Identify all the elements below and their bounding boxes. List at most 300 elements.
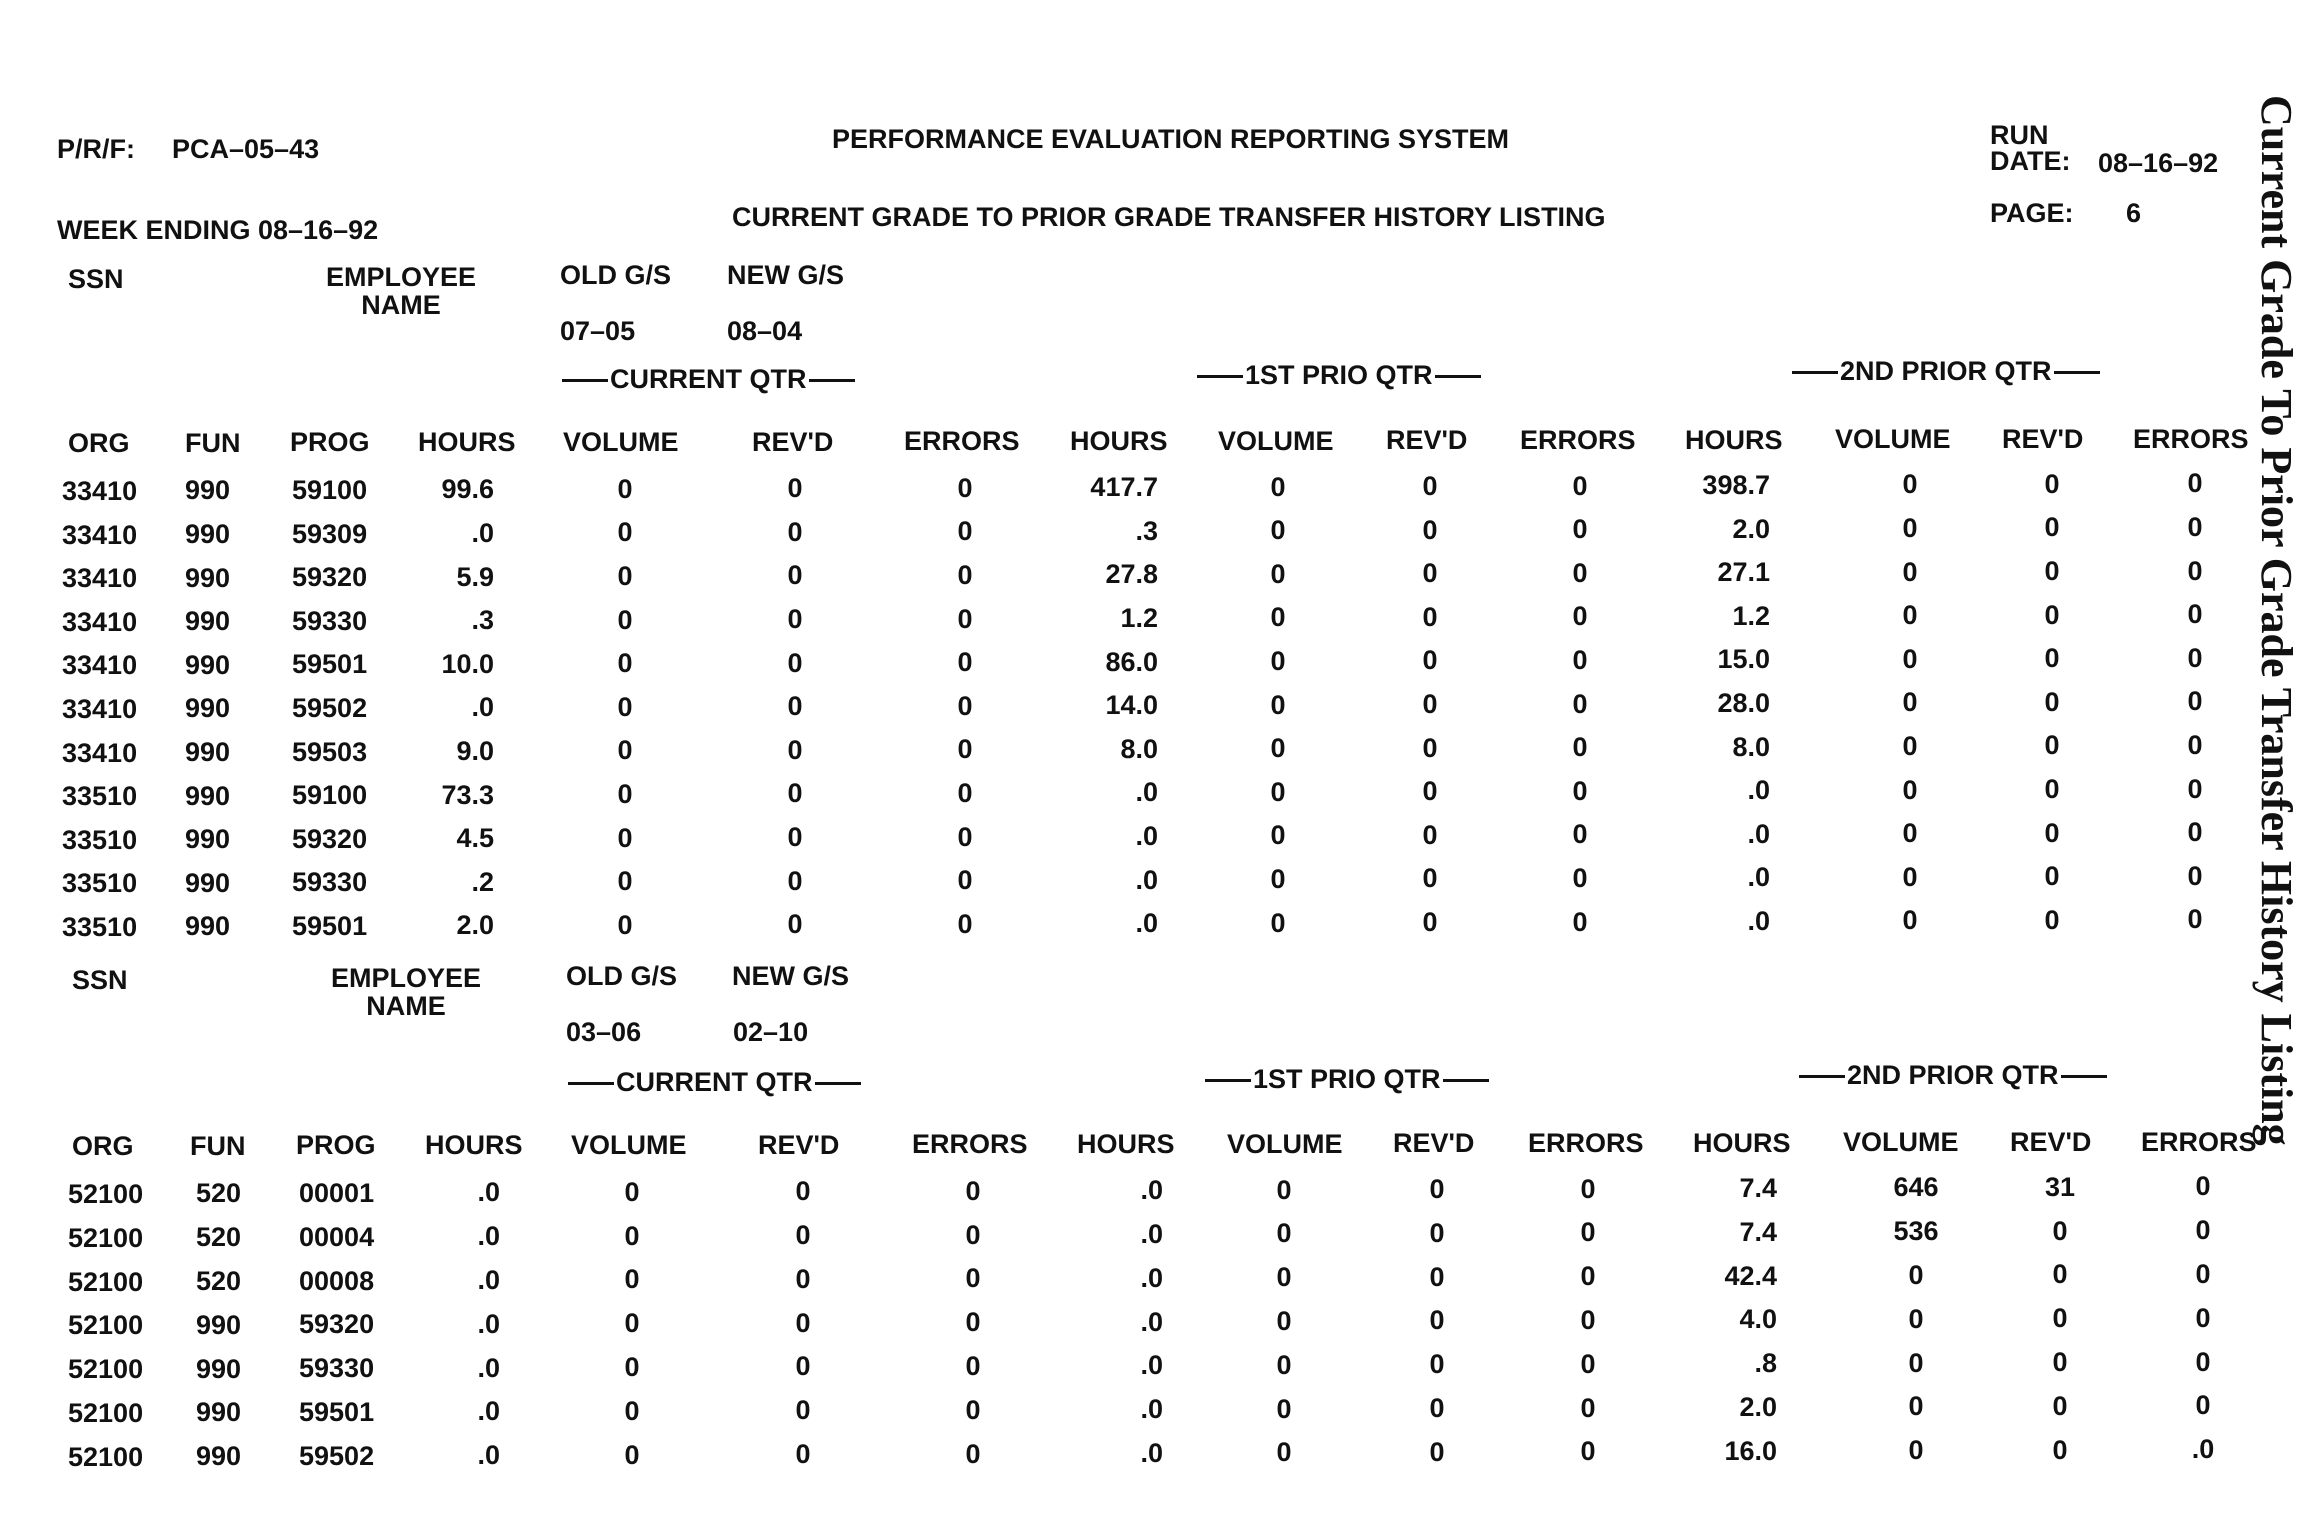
cell-p2-revd: 0 xyxy=(2044,774,2060,805)
cell-p1-hours: 1.2 xyxy=(1120,602,1158,633)
cell-p1-errors: 0 xyxy=(1580,1173,1596,1204)
cell-cur-volume: 0 xyxy=(617,909,633,940)
second-prior-qtr-text: 2ND PRIOR QTR xyxy=(1847,1060,2059,1090)
new-gs-label: NEW G/S xyxy=(727,260,845,290)
cell-p2-revd: 0 xyxy=(2052,1347,2068,1378)
cell-cur-revd: 0 xyxy=(787,865,803,896)
cell-org: 52100 xyxy=(68,1398,144,1428)
cell-p2-revd: 0 xyxy=(2052,1259,2068,1290)
cell-p1-volume: 0 xyxy=(1270,733,1286,764)
cell-p1-volume: 0 xyxy=(1270,646,1286,676)
cell-p1-revd: 0 xyxy=(1422,514,1438,545)
cell-cur-revd: 0 xyxy=(787,822,803,853)
cell-cur-errors: 0 xyxy=(965,1263,981,1294)
cell-p1-hours: 417.7 xyxy=(1090,472,1158,503)
cell-p2-volume: 0 xyxy=(1902,469,1918,500)
cell-p2-hours: 7.4 xyxy=(1739,1216,1777,1247)
cell-cur-hours: .3 xyxy=(471,605,494,636)
cell-p2-revd: 0 xyxy=(2044,861,2060,892)
cell-p2-hours: .0 xyxy=(1747,905,1770,936)
cell-p2-volume: 0 xyxy=(1902,600,1918,631)
cell-p2-hours: 27.1 xyxy=(1717,557,1770,588)
cell-p1-volume: 0 xyxy=(1276,1174,1292,1205)
cell-cur-revd: 0 xyxy=(795,1263,811,1294)
cell-p2-volume: 0 xyxy=(1902,556,1918,587)
cell-p1-volume: 0 xyxy=(1270,820,1286,851)
cell-p2-errors: 0 xyxy=(2187,599,2203,630)
cell-p1-volume: 0 xyxy=(1276,1262,1292,1293)
cell-org: 33410 xyxy=(62,606,138,637)
cell-p1-revd: 0 xyxy=(1429,1349,1445,1380)
cell-p1-hours: .0 xyxy=(1135,864,1158,895)
cell-p1-errors: 0 xyxy=(1572,732,1588,763)
cell-p2-volume: 0 xyxy=(1902,513,1918,543)
cell-org: 33410 xyxy=(62,694,138,724)
col-header-p2-hours: HOURS xyxy=(1685,424,1783,455)
cell-p1-errors: 0 xyxy=(1572,906,1588,937)
report-subtitle: CURRENT GRADE TO PRIOR GRADE TRANSFER HISTORY LISTING xyxy=(732,202,1606,232)
cell-p1-hours: .0 xyxy=(1135,820,1158,851)
cell-cur-volume: 0 xyxy=(617,691,633,722)
cell-p1-volume: 0 xyxy=(1270,864,1286,894)
cell-prog: 59100 xyxy=(292,780,368,811)
col-header-fun: FUN xyxy=(190,1130,246,1161)
cell-cur-revd: 0 xyxy=(787,909,803,940)
current-qtr-text: CURRENT QTR xyxy=(610,364,807,394)
cell-cur-errors: 0 xyxy=(965,1350,981,1381)
cell-p2-errors: 0 xyxy=(2195,1258,2211,1289)
cell-p2-volume: 0 xyxy=(1908,1260,1924,1290)
cell-p1-volume: 0 xyxy=(1270,558,1286,589)
cell-p1-revd: 0 xyxy=(1429,1305,1445,1336)
old-gs-value: 03–06 xyxy=(566,1017,642,1047)
cell-prog: 59320 xyxy=(299,1309,375,1340)
cell-p1-revd: 0 xyxy=(1422,471,1438,502)
cell-p1-revd: 0 xyxy=(1422,863,1438,894)
cell-p2-errors: 0 xyxy=(2195,1346,2211,1377)
cell-p2-errors: 0 xyxy=(2187,817,2203,848)
cell-p2-hours: 4.0 xyxy=(1739,1304,1777,1335)
col-header-p1-errors: ERRORS xyxy=(1520,425,1636,455)
cell-p1-revd: 0 xyxy=(1429,1217,1445,1248)
cell-prog: 59330 xyxy=(299,1353,375,1384)
col-header-p2-errors: ERRORS xyxy=(2141,1126,2257,1157)
cell-cur-volume: 0 xyxy=(624,1220,640,1251)
cell-cur-errors: 0 xyxy=(957,516,973,547)
cell-fun: 990 xyxy=(185,911,231,942)
cell-p2-revd: 0 xyxy=(2044,643,2060,674)
cell-p1-errors: 0 xyxy=(1580,1436,1596,1467)
current-qtr-label xyxy=(566,1069,863,1096)
new-gs-label: NEW G/S xyxy=(732,961,850,991)
cell-p1-hours: .0 xyxy=(1135,777,1158,808)
cell-p1-revd: 0 xyxy=(1422,776,1438,807)
old-gs-value: 07–05 xyxy=(560,316,636,346)
cell-fun: 990 xyxy=(196,1441,242,1472)
cell-p1-volume: 0 xyxy=(1270,689,1286,720)
cell-p2-revd: 0 xyxy=(2044,556,2060,587)
cell-p2-volume: 0 xyxy=(1902,643,1918,674)
run-date-value: 08–16–92 xyxy=(2098,148,2219,178)
cell-cur-revd: 0 xyxy=(795,1395,811,1426)
cell-p2-hours: 2.0 xyxy=(1739,1391,1777,1422)
cell-cur-revd: 0 xyxy=(787,778,803,809)
cell-org: 33410 xyxy=(62,563,138,594)
cell-fun: 990 xyxy=(185,693,231,724)
cell-cur-hours: .0 xyxy=(477,1440,500,1471)
cell-org: 33510 xyxy=(62,781,138,812)
cell-p1-volume: 0 xyxy=(1276,1349,1292,1380)
cell-cur-volume: 0 xyxy=(624,1264,640,1295)
cell-cur-volume: 0 xyxy=(624,1352,640,1382)
cell-cur-errors: 0 xyxy=(957,734,973,765)
cell-fun: 520 xyxy=(196,1266,242,1297)
date-label: DATE: xyxy=(1990,146,2071,176)
col-header-p1-hours: HOURS xyxy=(1077,1128,1175,1159)
cell-p2-errors: 0 xyxy=(2187,773,2203,804)
employee-label: EMPLOYEE xyxy=(330,963,482,993)
col-header-p2-errors: ERRORS xyxy=(2133,423,2249,454)
cell-cur-volume: 0 xyxy=(617,517,633,548)
cell-cur-errors: 0 xyxy=(957,690,973,721)
col-header-p2-volume: VOLUME xyxy=(1843,1127,1959,1158)
cell-p1-revd: 0 xyxy=(1422,645,1438,676)
name-label: NAME xyxy=(366,991,446,1021)
cell-cur-errors: 0 xyxy=(957,821,973,852)
cell-prog: 00008 xyxy=(299,1265,375,1296)
cell-cur-errors: 0 xyxy=(957,647,973,678)
col-header-org: ORG xyxy=(72,1131,134,1161)
first-prior-qtr-label xyxy=(1203,1066,1491,1093)
second-prior-qtr-label xyxy=(1797,1062,2109,1089)
col-header-cur-hours: HOURS xyxy=(418,427,516,458)
col-header-cur-errors: ERRORS xyxy=(912,1129,1028,1160)
week-ending: WEEK ENDING 08–16–92 xyxy=(57,215,379,245)
cell-cur-hours: .0 xyxy=(477,1177,500,1208)
cell-p1-volume: 0 xyxy=(1270,602,1286,633)
cell-p1-hours: .0 xyxy=(1140,1262,1163,1293)
cell-cur-revd: 0 xyxy=(795,1439,811,1470)
cell-cur-hours: .0 xyxy=(477,1221,500,1252)
cell-p2-hours: 398.7 xyxy=(1702,469,1770,500)
cell-cur-errors: 0 xyxy=(957,908,973,939)
cell-p2-errors: 0 xyxy=(2195,1302,2211,1333)
cell-cur-revd: 0 xyxy=(787,691,803,722)
cell-p1-hours: .0 xyxy=(1140,1350,1163,1381)
cell-cur-errors: 0 xyxy=(965,1438,981,1469)
cell-prog: 59100 xyxy=(292,474,368,505)
cell-prog: 59320 xyxy=(292,823,368,854)
first-prior-qtr-label xyxy=(1195,362,1483,389)
cell-cur-hours: .0 xyxy=(477,1308,500,1339)
cell-fun: 990 xyxy=(185,519,231,550)
cell-cur-volume: 0 xyxy=(617,735,633,766)
cell-p1-volume: 0 xyxy=(1270,515,1286,546)
cell-p1-errors: 0 xyxy=(1580,1304,1596,1335)
cell-p1-volume: 0 xyxy=(1270,471,1286,502)
old-gs-label: OLD G/S xyxy=(566,961,678,991)
second-prior-qtr-text: 2ND PRIOR QTR xyxy=(1840,356,2052,386)
cell-p1-revd: 0 xyxy=(1429,1261,1445,1292)
cell-p1-hours: 8.0 xyxy=(1120,733,1158,764)
new-gs-value: 08–04 xyxy=(727,316,803,346)
col-header-cur-hours: HOURS xyxy=(425,1130,523,1161)
cell-p1-errors: 0 xyxy=(1580,1217,1596,1248)
first-prior-qtr-text: 1ST PRIO QTR xyxy=(1253,1064,1441,1094)
col-header-prog: PROG xyxy=(290,427,370,458)
cell-p2-revd: 0 xyxy=(2044,730,2060,761)
cell-p2-errors: 0 xyxy=(2195,1171,2211,1202)
col-header-cur-volume: VOLUME xyxy=(571,1129,687,1160)
cell-p2-hours: 2.0 xyxy=(1732,513,1770,544)
col-header-cur-volume: VOLUME xyxy=(563,426,679,457)
cell-p1-errors: 0 xyxy=(1572,601,1588,632)
cell-cur-hours: 73.3 xyxy=(441,779,494,810)
col-header-org: ORG xyxy=(68,428,130,458)
run-label: RUN xyxy=(1990,120,2049,150)
cell-cur-errors: 0 xyxy=(965,1175,981,1206)
cell-prog: 59330 xyxy=(292,867,368,898)
cell-prog: 59309 xyxy=(292,518,368,549)
cell-cur-volume: 0 xyxy=(617,473,633,504)
current-qtr-text: CURRENT QTR xyxy=(616,1067,813,1097)
cell-cur-revd: 0 xyxy=(795,1351,811,1382)
cell-p2-revd: 0 xyxy=(2052,1215,2068,1246)
cell-cur-volume: 0 xyxy=(617,822,633,853)
cell-p2-hours: .0 xyxy=(1747,862,1770,893)
cell-p1-errors: 0 xyxy=(1580,1348,1596,1379)
cell-cur-hours: .0 xyxy=(477,1396,500,1427)
cell-prog: 59502 xyxy=(292,692,368,723)
cell-p2-hours: 42.4 xyxy=(1724,1260,1777,1291)
cell-p2-revd: 0 xyxy=(2044,468,2060,499)
cell-p2-revd: 0 xyxy=(2044,599,2060,630)
cell-p2-hours: 28.0 xyxy=(1717,687,1770,718)
cell-p2-volume: 0 xyxy=(1908,1303,1924,1334)
cell-fun: 990 xyxy=(185,867,231,898)
cell-p2-revd: 0 xyxy=(2044,904,2060,935)
cell-p1-revd: 0 xyxy=(1422,601,1438,632)
cell-fun: 990 xyxy=(196,1397,242,1428)
col-header-fun: FUN xyxy=(185,427,241,458)
cell-p1-errors: 0 xyxy=(1572,470,1588,501)
cell-fun: 520 xyxy=(196,1178,242,1209)
cell-p1-volume: 0 xyxy=(1270,776,1286,807)
cell-p2-errors: 0 xyxy=(2195,1390,2211,1421)
cell-p2-errors: 0 xyxy=(2187,860,2203,891)
col-header-p2-revd: REV'D xyxy=(2002,424,2084,455)
col-header-p2-hours: HOURS xyxy=(1693,1127,1791,1158)
cell-cur-volume: 0 xyxy=(624,1395,640,1426)
col-header-cur-errors: ERRORS xyxy=(904,426,1020,457)
col-header-p2-revd: REV'D xyxy=(2010,1127,2092,1158)
col-header-p1-hours: HOURS xyxy=(1070,425,1168,456)
cell-cur-hours: 2.0 xyxy=(456,910,494,941)
cell-cur-volume: 0 xyxy=(617,561,633,591)
cell-cur-hours: 9.0 xyxy=(456,735,494,766)
cell-cur-errors: 0 xyxy=(957,865,973,896)
current-qtr-label xyxy=(560,366,857,393)
cell-p1-errors: 0 xyxy=(1572,688,1588,719)
cell-p2-errors: 0 xyxy=(2187,555,2203,586)
employee-label: EMPLOYEE xyxy=(325,262,477,292)
cell-p1-revd: 0 xyxy=(1429,1436,1445,1467)
cell-p2-errors: 0 xyxy=(2187,511,2203,542)
cell-p2-hours: 7.4 xyxy=(1739,1172,1777,1203)
new-gs-value: 02–10 xyxy=(733,1017,809,1047)
cell-cur-errors: 0 xyxy=(957,559,973,590)
cell-fun: 990 xyxy=(185,780,231,811)
cell-p2-hours: 16.0 xyxy=(1724,1435,1777,1466)
cell-cur-hours: .0 xyxy=(477,1264,500,1295)
cell-p2-volume: 536 xyxy=(1893,1216,1939,1247)
cell-prog: 00001 xyxy=(299,1177,375,1208)
cell-p2-hours: 15.0 xyxy=(1717,644,1770,675)
page-number: 6 xyxy=(2126,198,2142,228)
cell-cur-hours: 99.6 xyxy=(441,474,494,505)
cell-p1-volume: 0 xyxy=(1276,1218,1292,1249)
cell-cur-errors: 0 xyxy=(957,777,973,808)
cell-prog: 00004 xyxy=(299,1221,375,1252)
cell-prog: 59501 xyxy=(292,649,368,680)
cell-p2-volume: 646 xyxy=(1893,1172,1939,1203)
report-title: PERFORMANCE EVALUATION REPORTING SYSTEM xyxy=(832,124,1510,154)
cell-p1-volume: 0 xyxy=(1270,907,1286,938)
cell-fun: 990 xyxy=(185,649,231,680)
side-title: Current Grade To Prior Grade Transfer History Listing xyxy=(2252,95,2301,1146)
cell-p1-hours: 27.8 xyxy=(1105,559,1158,590)
cell-cur-revd: 0 xyxy=(787,516,803,547)
cell-p1-errors: 0 xyxy=(1572,557,1588,588)
cell-fun: 990 xyxy=(185,737,231,768)
cell-p2-errors: 0 xyxy=(2195,1215,2211,1246)
name-label: NAME xyxy=(361,290,441,320)
cell-p1-hours: 86.0 xyxy=(1105,646,1158,677)
cell-p2-revd: 0 xyxy=(2044,817,2060,848)
cell-fun: 990 xyxy=(185,562,231,593)
cell-p2-revd: 0 xyxy=(2044,686,2060,717)
cell-p2-revd: 0 xyxy=(2052,1303,2068,1334)
cell-cur-volume: 0 xyxy=(617,866,633,897)
cell-org: 33510 xyxy=(62,824,138,855)
cell-cur-revd: 0 xyxy=(787,647,803,678)
cell-p2-volume: 0 xyxy=(1908,1435,1924,1466)
cell-p2-hours: 8.0 xyxy=(1732,731,1770,762)
cell-p1-revd: 0 xyxy=(1429,1174,1445,1205)
cell-cur-volume: 0 xyxy=(624,1308,640,1339)
cell-p2-hours: .0 xyxy=(1747,775,1770,806)
cell-cur-hours: 10.0 xyxy=(441,648,494,679)
col-header-p2-volume: VOLUME xyxy=(1835,424,1951,455)
cell-p2-hours: .8 xyxy=(1754,1348,1777,1379)
cell-org: 33410 xyxy=(62,650,138,681)
col-header-cur-revd: REV'D xyxy=(758,1129,840,1160)
first-prior-qtr-text: 1ST PRIO QTR xyxy=(1245,360,1433,390)
cell-p1-errors: 0 xyxy=(1572,862,1588,893)
cell-p1-revd: 0 xyxy=(1422,689,1438,720)
cell-prog: 59503 xyxy=(292,736,368,767)
cell-cur-volume: 0 xyxy=(617,604,633,635)
cell-p1-hours: .0 xyxy=(1140,1306,1163,1337)
cell-p1-revd: 0 xyxy=(1429,1393,1445,1424)
cell-cur-errors: 0 xyxy=(957,472,973,503)
cell-fun: 520 xyxy=(196,1222,242,1253)
ssn-label: SSN xyxy=(72,965,128,995)
cell-org: 52100 xyxy=(68,1266,144,1297)
cell-p1-hours: 14.0 xyxy=(1105,690,1158,721)
cell-cur-revd: 0 xyxy=(787,560,803,591)
cell-org: 33410 xyxy=(62,519,138,550)
cell-p2-revd: 31 xyxy=(2044,1171,2076,1202)
cell-p2-volume: 0 xyxy=(1908,1347,1924,1378)
cell-p1-volume: 0 xyxy=(1276,1393,1292,1424)
cell-p1-errors: 0 xyxy=(1572,514,1588,545)
cell-cur-errors: 0 xyxy=(957,603,973,634)
cell-org: 33510 xyxy=(62,868,138,899)
cell-p2-revd: 0 xyxy=(2052,1390,2068,1421)
cell-fun: 990 xyxy=(185,475,231,506)
cell-p1-revd: 0 xyxy=(1422,819,1438,850)
cell-p2-revd: 0 xyxy=(2052,1434,2068,1465)
cell-org: 52100 xyxy=(68,1179,144,1209)
cell-p2-revd: 0 xyxy=(2044,512,2060,543)
cell-p1-hours: .0 xyxy=(1135,908,1158,939)
cell-p1-hours: .0 xyxy=(1140,1437,1163,1468)
cell-cur-hours: .2 xyxy=(471,866,494,897)
cell-fun: 990 xyxy=(185,824,231,855)
cell-org: 52100 xyxy=(68,1354,144,1385)
prf-value: PCA–05–43 xyxy=(172,134,320,164)
cell-fun: 990 xyxy=(196,1309,242,1340)
cell-cur-revd: 0 xyxy=(795,1220,811,1251)
second-prior-qtr-label xyxy=(1790,358,2102,385)
cell-p1-errors: 0 xyxy=(1572,819,1588,850)
cell-p2-volume: 0 xyxy=(1908,1391,1924,1422)
cell-cur-volume: 0 xyxy=(624,1176,640,1207)
cell-p1-revd: 0 xyxy=(1422,907,1438,938)
cell-p2-errors: 0 xyxy=(2187,468,2203,499)
cell-cur-errors: 0 xyxy=(965,1394,981,1425)
prf-label: P/R/F: xyxy=(57,134,135,164)
cell-p2-volume: 0 xyxy=(1902,905,1918,936)
cell-p1-errors: 0 xyxy=(1580,1392,1596,1423)
cell-cur-revd: 0 xyxy=(795,1307,811,1338)
cell-org: 33410 xyxy=(62,737,138,768)
cell-cur-revd: 0 xyxy=(795,1176,811,1207)
cell-cur-volume: 0 xyxy=(617,779,633,809)
cell-p2-errors: 0 xyxy=(2187,686,2203,717)
cell-cur-revd: 0 xyxy=(787,473,803,504)
cell-prog: 59501 xyxy=(292,910,368,941)
cell-cur-revd: 0 xyxy=(787,734,803,765)
cell-p1-volume: 0 xyxy=(1276,1306,1292,1336)
cell-cur-errors: 0 xyxy=(965,1307,981,1338)
cell-p1-volume: 0 xyxy=(1276,1437,1292,1468)
cell-org: 33510 xyxy=(62,912,138,942)
col-header-p1-revd: REV'D xyxy=(1386,425,1468,456)
cell-org: 52100 xyxy=(68,1310,144,1341)
cell-cur-revd: 0 xyxy=(787,604,803,635)
page-label: PAGE: xyxy=(1990,198,2074,228)
old-gs-label: OLD G/S xyxy=(560,260,672,290)
ssn-label: SSN xyxy=(68,264,124,294)
cell-p2-volume: 0 xyxy=(1902,861,1918,892)
cell-p1-errors: 0 xyxy=(1572,644,1588,675)
col-header-p1-errors: ERRORS xyxy=(1528,1128,1644,1158)
cell-p1-hours: .0 xyxy=(1140,1175,1163,1206)
cell-p2-hours: 1.2 xyxy=(1732,600,1770,631)
cell-p2-hours: .0 xyxy=(1747,818,1770,849)
